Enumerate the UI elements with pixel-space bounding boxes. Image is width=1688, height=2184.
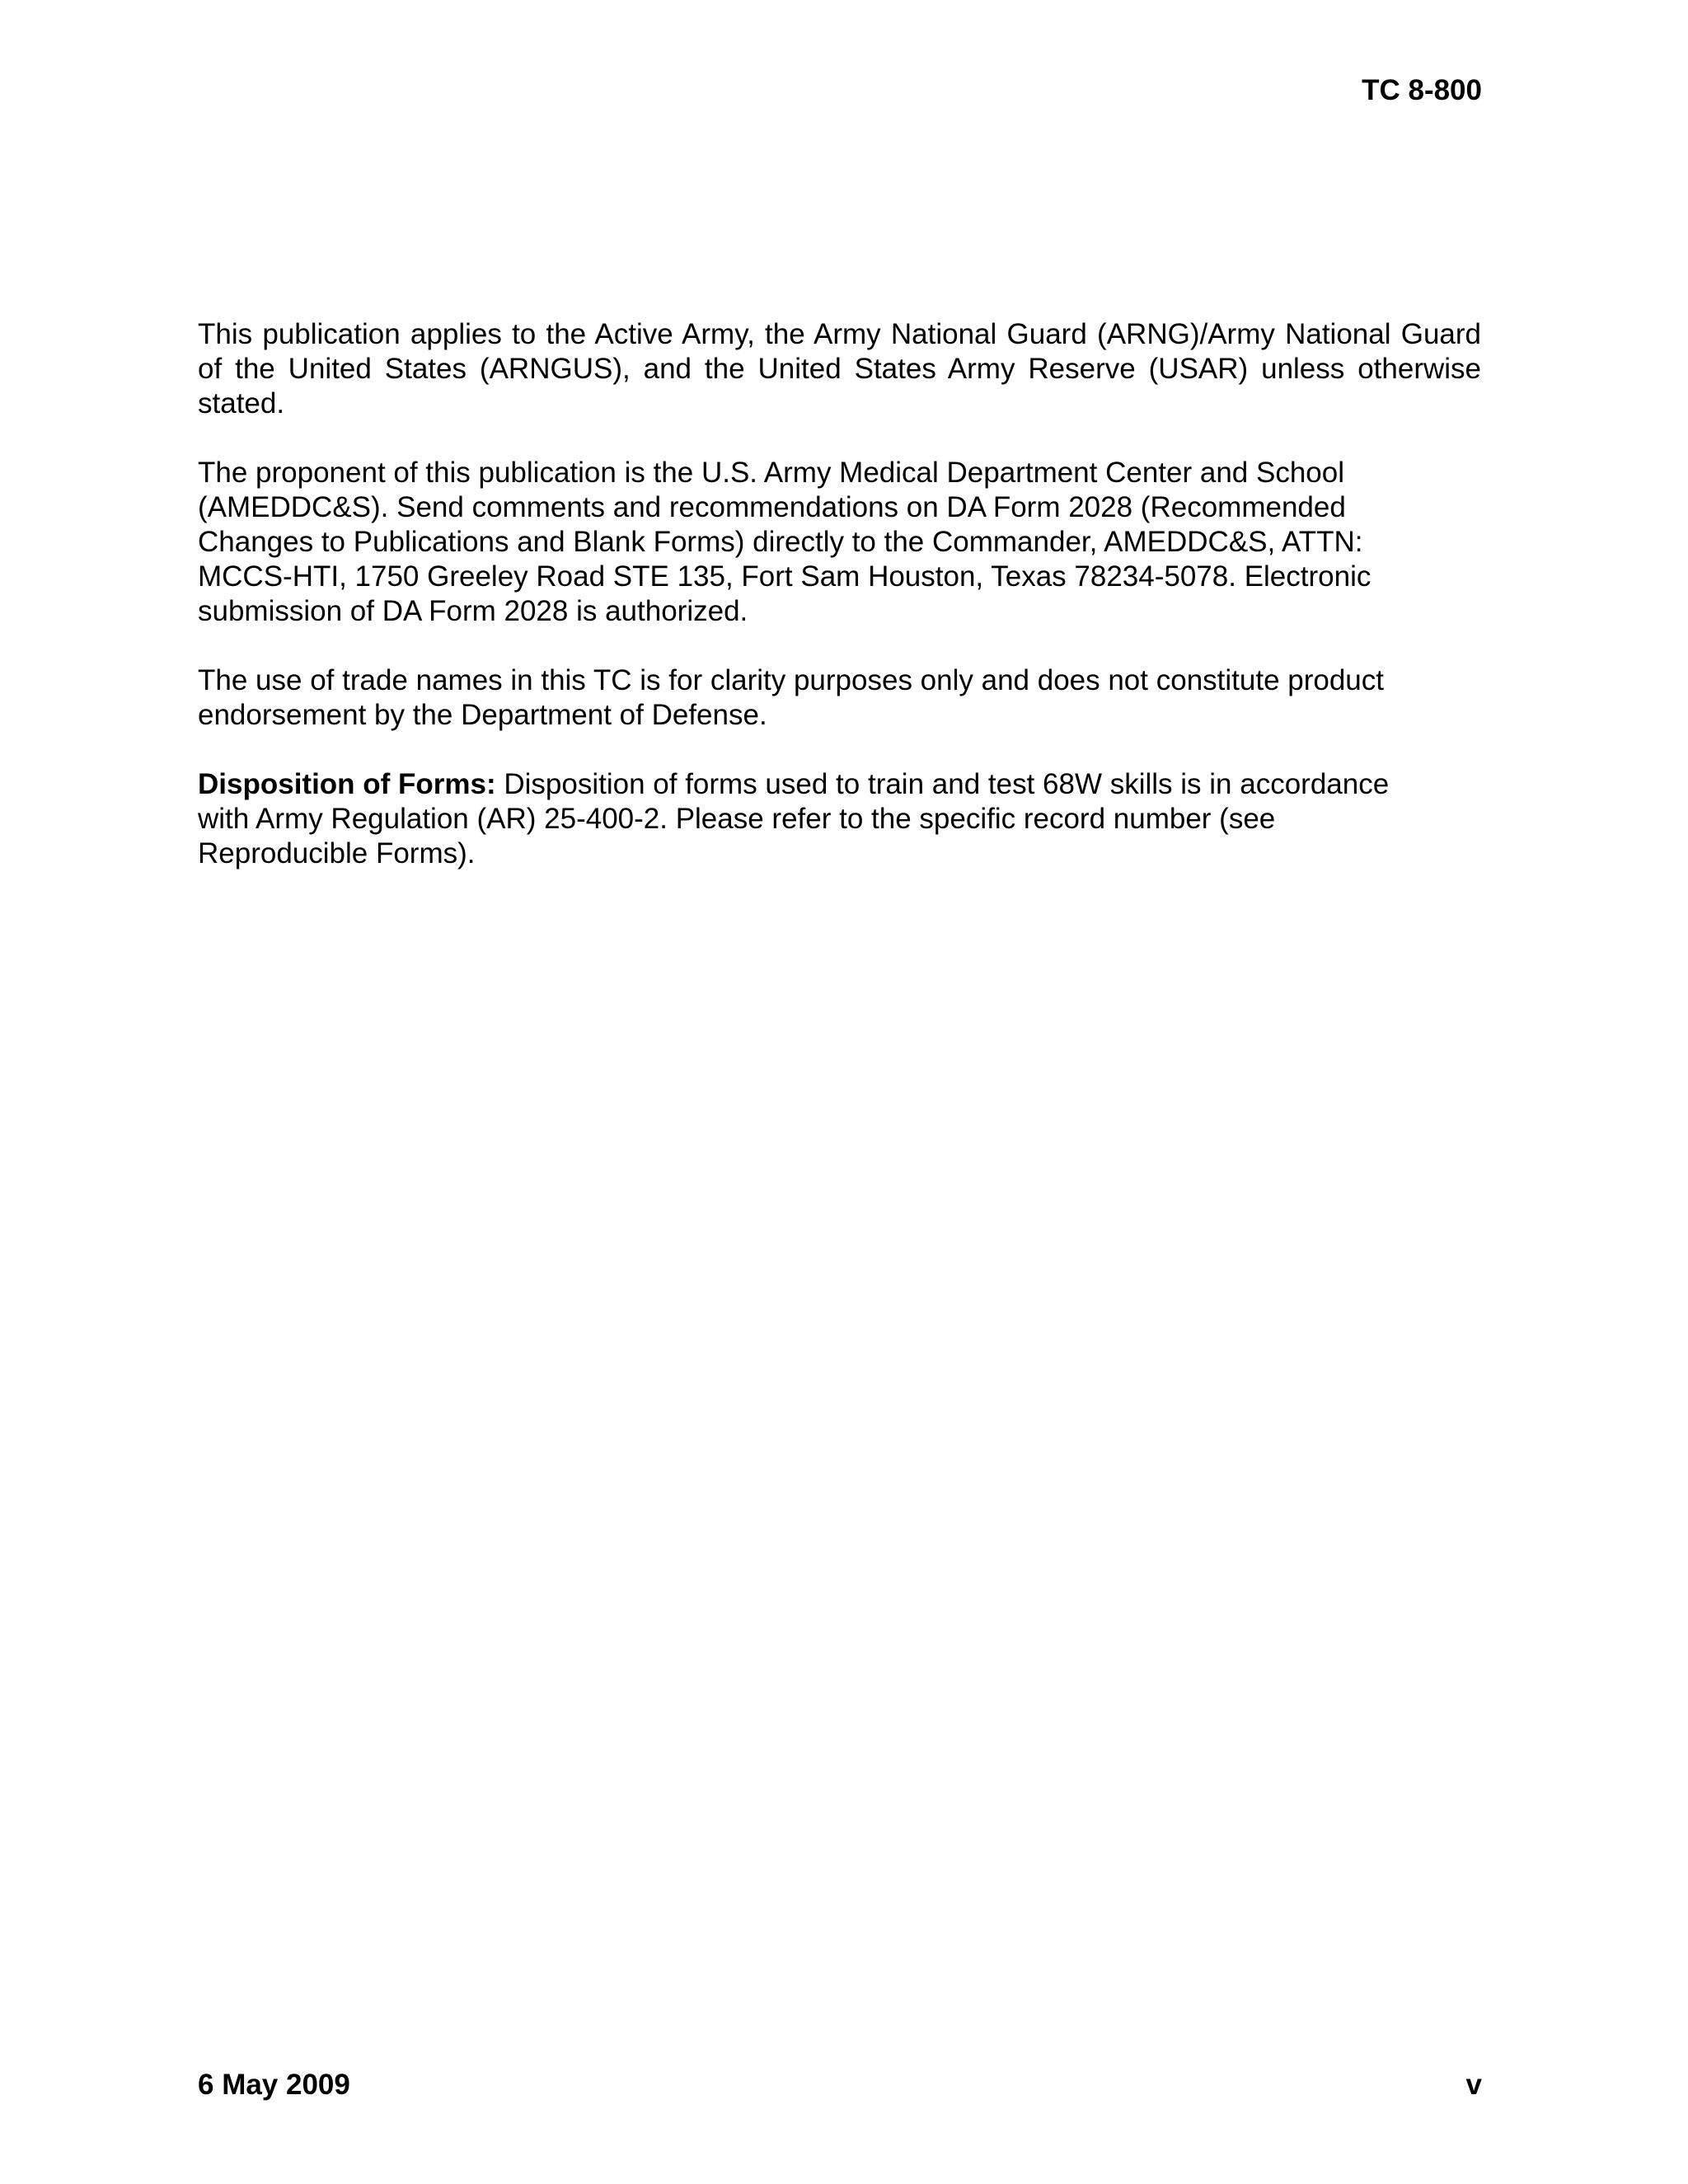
trade-names-line-2: endorsement by the Department of Defense.	[198, 699, 767, 731]
disposition-label: Disposition of Forms:	[198, 768, 496, 800]
proponent-line-3: Changes to Publications and Blank Forms) directly to the Commander, AMEDDC&S, ATTN:	[198, 526, 1363, 558]
applicability-paragraph: This publication applies to the Active Army, the Army National Guard (ARNG)/Army National Guard of the United States (ARNGUS), and the United States Army Reserve (USAR) unless otherwise stated.	[198, 318, 1481, 419]
proponent-paragraph	[198, 456, 1481, 629]
document-id-header: TC 8-800	[1362, 74, 1482, 106]
disposition-line-3: Reproducible Forms).	[198, 837, 476, 869]
disposition-paragraph	[198, 767, 1481, 871]
trade-names-paragraph	[198, 663, 1481, 733]
disposition-line-1: Disposition of forms used to train and test 68W skills is in accordance	[495, 768, 1390, 800]
proponent-line-4: MCCS-HTI, 1750 Greeley Road STE 135, Fort Sam Houston, Texas 78234-5078. Electronic	[198, 560, 1372, 593]
footer-page-number: v	[1465, 2069, 1482, 2101]
proponent-line-5: submission of DA Form 2028 is authorized.	[198, 595, 748, 627]
proponent-line-2: (AMEDDC&S). Send comments and recommendations on DA Form 2028 (Recommended	[198, 491, 1346, 523]
footer-date: 6 May 2009	[198, 2069, 350, 2101]
page-body	[198, 317, 1481, 906]
proponent-line-1: The proponent of this publication is the U.S. Army Medical Department Center and School	[198, 457, 1345, 489]
trade-names-line-1: The use of trade names in this TC is for clarity purposes only and does not constitute product	[198, 664, 1384, 696]
disposition-line-2: with Army Regulation (AR) 25-400-2. Please refer to the specific record number (see	[198, 803, 1276, 835]
